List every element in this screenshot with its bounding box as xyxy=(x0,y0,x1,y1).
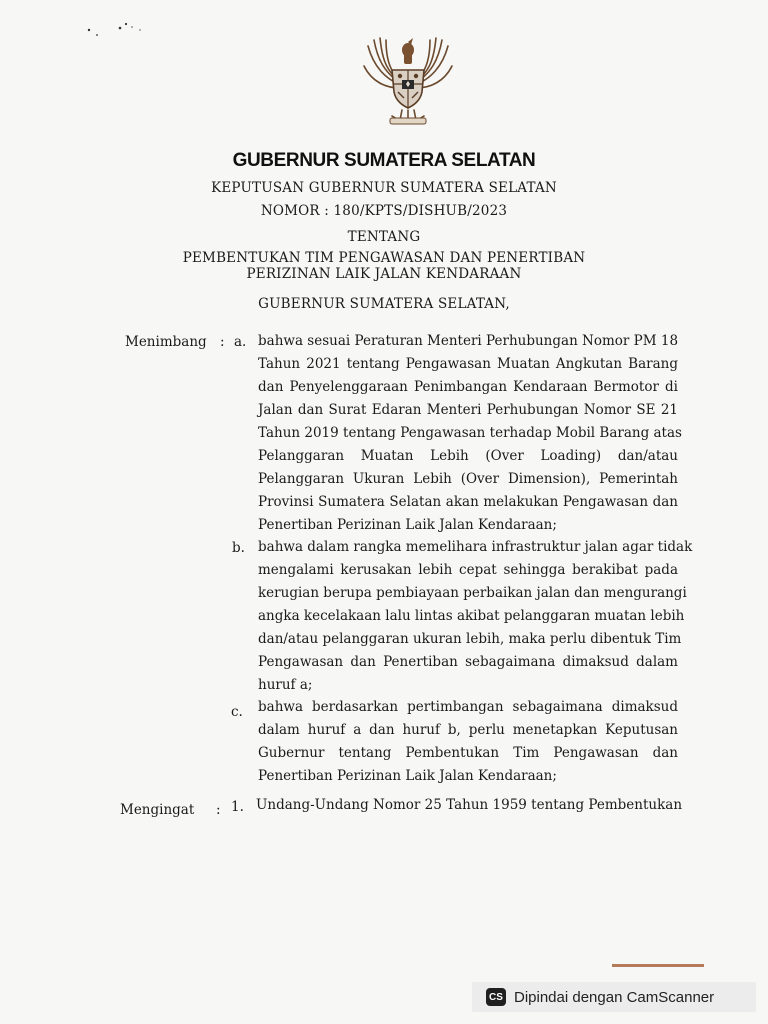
item-1-text xyxy=(256,794,683,817)
subject-line-1: PEMBENTUKAN TIM PENGAWASAN DAN PENERTIBAN xyxy=(182,250,586,266)
about-heading: TENTANG xyxy=(347,229,421,245)
mengingat-label: Mengingat xyxy=(120,802,195,818)
item-b-marker: b. xyxy=(232,540,245,556)
text-line: dan Penyelenggaraan Penimbangan Kendaraan Bermotor di xyxy=(258,379,678,395)
text-line: bahwa sesuai Peraturan Menteri Perhubungan Nomor PM 18 xyxy=(258,333,679,349)
text-line: huruf a; xyxy=(258,677,313,693)
text-line: Penertiban Perizinan Laik Jalan Kendaraan; xyxy=(258,768,557,784)
text-line: Pelanggaran Muatan Lebih (Over Loading) dan/atau xyxy=(258,448,678,464)
text-line: Penertiban Perizinan Laik Jalan Kendaraan; xyxy=(258,517,557,533)
camscanner-text: Dipindai dengan CamScanner xyxy=(514,988,715,1006)
menimbang-colon: : xyxy=(220,334,225,350)
text-line: dalam huruf a dan huruf b, perlu menetapkan Keputusan xyxy=(258,722,678,738)
camscanner-icon: CS xyxy=(486,988,506,1006)
text-line: dan/atau pelanggaran ukuran lebih, maka perlu dibentuk Tim xyxy=(258,631,682,647)
menimbang-label: Menimbang xyxy=(125,334,207,350)
text-line: mengalami kerusakan lebih cepat sehingga berakibat pada xyxy=(258,562,678,578)
item-c-marker: c. xyxy=(231,704,243,720)
text-line: Tahun 2019 tentang Pengawasan terhadap Mobil Barang atas xyxy=(258,425,682,441)
camscanner-badge xyxy=(472,982,756,1012)
item-b-text xyxy=(258,536,693,697)
decree-title: KEPUTUSAN GUBERNUR SUMATERA SELATAN xyxy=(211,180,557,196)
margin-mark xyxy=(612,964,704,967)
item-a-text xyxy=(258,330,682,537)
text-line: Undang-Undang Nomor 25 Tahun 1959 tentang Pembentukan xyxy=(256,797,683,813)
text-line: Provinsi Sumatera Selatan akan melakukan Pengawasan dan xyxy=(258,494,678,510)
text-line: Gubernur tentang Pembentukan Tim Pengawasan dan xyxy=(258,745,678,761)
text-line: Tahun 2021 tentang Pengawasan Muatan Angkutan Barang xyxy=(258,356,678,372)
decree-number: NOMOR : 180/KPTS/DISHUB/2023 xyxy=(260,203,508,219)
text-line: bahwa dalam rangka memelihara infrastruktur jalan agar tidak xyxy=(258,539,693,555)
issuer-heading: GUBERNUR SUMATERA SELATAN, xyxy=(258,296,510,312)
text-line: Pelanggaran Ukuran Lebih (Over Dimension), Pemerintah xyxy=(258,471,678,487)
subject-line-2: PERIZINAN LAIK JALAN KENDARAAN xyxy=(246,266,522,282)
text-line: bahwa berdasarkan pertimbangan sebagaimana dimaksud xyxy=(258,699,678,715)
text-line: kerugian berupa pembiayaan perbaikan jalan dan mengurangi xyxy=(258,585,687,601)
scan-specks xyxy=(84,20,154,48)
text-line: angka kecelakaan lalu lintas akibat pelanggaran muatan lebih xyxy=(258,608,685,624)
item-c-text xyxy=(258,696,678,788)
item-a-marker: a. xyxy=(234,334,247,350)
text-line: Pengawasan dan Penertiban sebagaimana dimaksud dalam xyxy=(258,654,678,670)
text-line: Jalan dan Surat Edaran Menteri Perhubungan Nomor SE 21 xyxy=(258,402,678,418)
item-1-marker: 1. xyxy=(231,799,244,815)
decree-subject xyxy=(0,250,768,282)
garuda-crest-icon xyxy=(356,32,460,128)
mengingat-colon: : xyxy=(216,802,221,818)
governor-title: GUBERNUR SUMATERA SELATAN xyxy=(232,150,536,171)
